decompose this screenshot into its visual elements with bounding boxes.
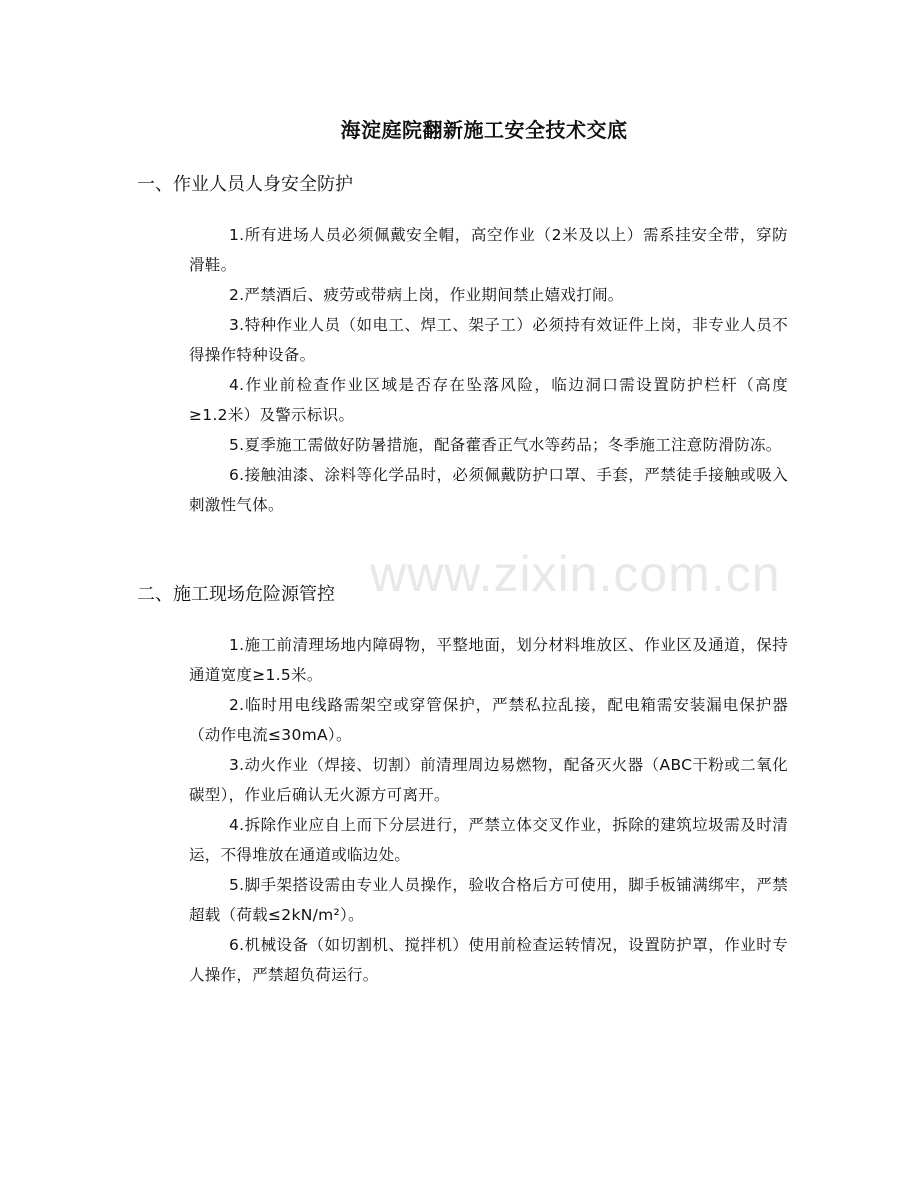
list-item	[0, 690, 920, 750]
list-item	[0, 220, 920, 280]
item-number: 2.	[229, 696, 245, 714]
item-number: 5.	[229, 876, 245, 894]
item-number: 3.	[229, 316, 245, 334]
item-text: 拆除作业应自上而下分层进行，严禁立体交叉作业，拆除的建筑垃圾需及时清运，不得堆放在通道或临边处。	[189, 816, 788, 864]
section-hazard-control	[0, 580, 920, 990]
list-item	[0, 870, 920, 930]
item-list	[0, 220, 920, 520]
list-item	[0, 430, 920, 460]
item-text: 所有进场人员必须佩戴安全帽，高空作业（2米及以上）需系挂安全带，穿防滑鞋。	[189, 226, 788, 274]
item-text: 接触油漆、涂料等化学品时，必须佩戴防护口罩、手套，严禁徒手接触或吸入刺激性气体。	[189, 466, 788, 514]
item-list	[0, 630, 920, 990]
item-number: 1.	[229, 226, 245, 244]
item-number: 2.	[229, 286, 245, 304]
list-item	[0, 310, 920, 370]
item-number: 1.	[229, 636, 245, 654]
item-text: 动火作业（焊接、切割）前清理周边易燃物，配备灭火器（ABC干粉或二氧化碳型），作业后确认无火源方可离开。	[189, 756, 788, 804]
document-title: 海淀庭院翻新施工安全技术交底	[340, 118, 628, 142]
list-item	[0, 630, 920, 690]
item-text: 施工前清理场地内障碍物，平整地面，划分材料堆放区、作业区及通道，保持通道宽度≥1.5米。	[189, 636, 788, 684]
watermark: www.zixin.com.cn	[370, 546, 781, 602]
list-item	[0, 930, 920, 990]
section-personal-safety	[0, 170, 920, 520]
list-item	[0, 280, 920, 310]
item-number: 3.	[229, 756, 245, 774]
item-text: 作业前检查作业区域是否存在坠落风险，临边洞口需设置防护栏杆（高度≥1.2米）及警示标识。	[189, 376, 788, 424]
item-text: 夏季施工需做好防暑措施，配备藿香正气水等药品；冬季施工注意防滑防冻。	[244, 436, 782, 454]
item-number: 4.	[229, 376, 245, 394]
item-number: 6.	[229, 466, 245, 484]
item-number: 6.	[229, 936, 245, 954]
item-text: 临时用电线路需架空或穿管保护，严禁私拉乱接，配电箱需安装漏电保护器（动作电流≤30mA）。	[189, 696, 788, 744]
item-number: 4.	[229, 816, 245, 834]
item-text: 脚手架搭设需由专业人员操作，验收合格后方可使用，脚手板铺满绑牢，严禁超载（荷载≤2kN/m²）。	[189, 876, 788, 924]
list-item	[0, 750, 920, 810]
item-number: 5.	[229, 436, 245, 454]
section-heading: 一、作业人员人身安全防护	[137, 174, 353, 195]
item-text: 严禁酒后、疲劳或带病上岗，作业期间禁止嬉戏打闹。	[244, 286, 624, 304]
list-item	[0, 370, 920, 430]
item-text: 特种作业人员（如电工、焊工、架子工）必须持有效证件上岗，非专业人员不得操作特种设备。	[189, 316, 788, 364]
list-item	[0, 810, 920, 870]
section-heading: 二、施工现场危险源管控	[137, 584, 335, 605]
list-item	[0, 460, 920, 520]
item-text: 机械设备（如切割机、搅拌机）使用前检查运转情况，设置防护罩，作业时专人操作，严禁超负荷运行。	[189, 936, 788, 984]
